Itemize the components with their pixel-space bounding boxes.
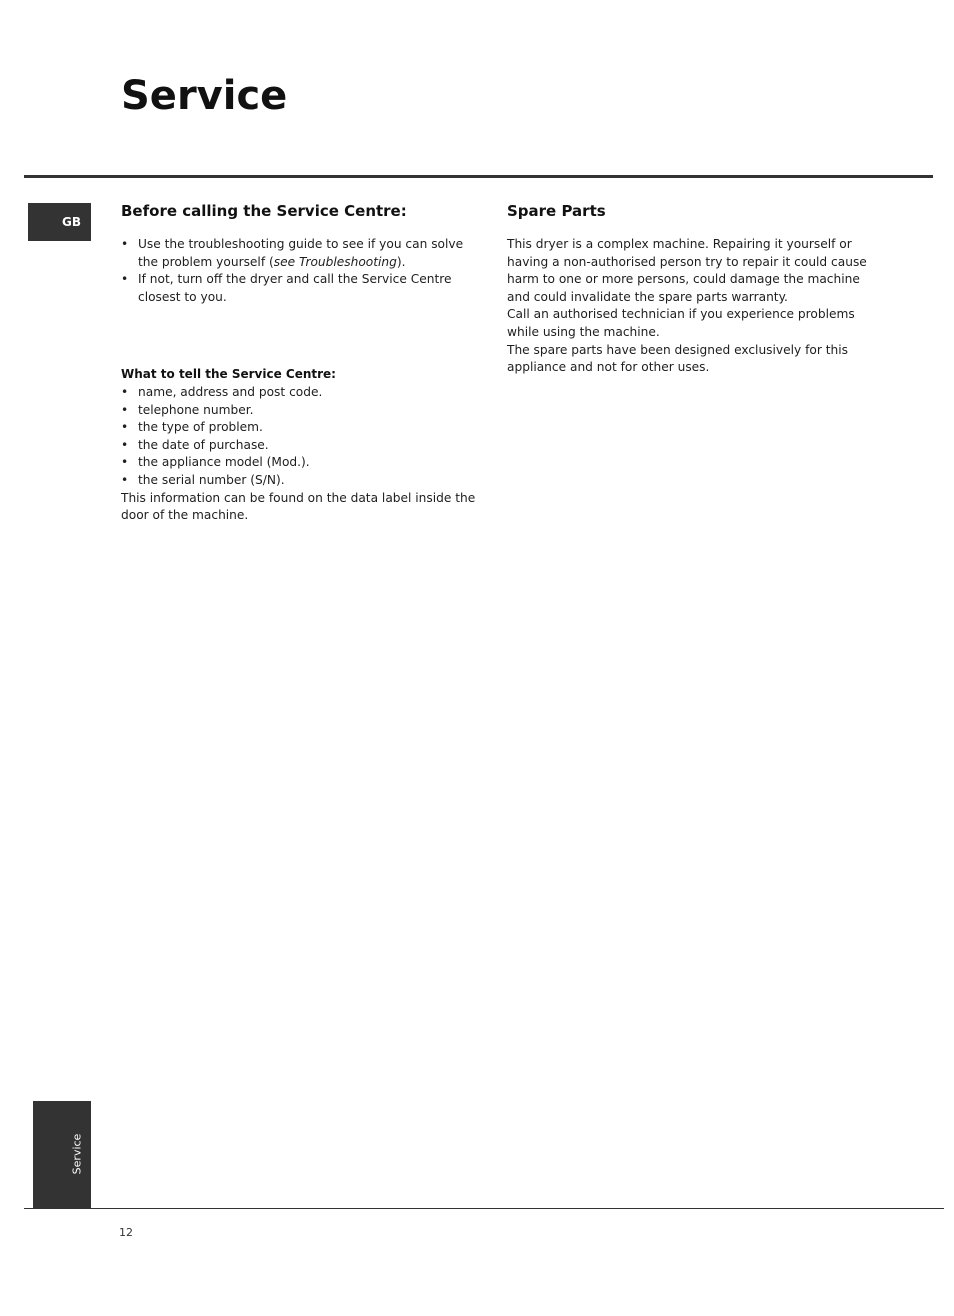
troubleshooting-reference: see Troubleshooting — [273, 254, 397, 269]
what-to-tell-heading: What to tell the Service Centre: — [121, 367, 336, 382]
list-item: • the type of problem. — [121, 419, 481, 437]
spare-parts-paragraph: The spare parts have been designed exclusively for this appliance and not for other uses. — [507, 342, 848, 375]
list-item: • the date of purchase. — [121, 437, 481, 455]
before-calling-heading: Before calling the Service Centre: — [121, 202, 407, 220]
before-calling-list — [121, 236, 481, 306]
language-tab: GB — [28, 203, 91, 241]
spare-parts-paragraph: This dryer is a complex machine. Repairing it yourself or having a non-authorised person try to repair it could cause harm to one or more persons, could damage the machine and could invalidate the spare parts warranty. — [507, 237, 867, 304]
bottom-divider — [24, 1208, 944, 1209]
section-side-tab-label: Service — [70, 1133, 84, 1175]
list-item: • Use the troubleshooting guide to see if you can solve the problem yourself (see Troubleshooting). — [121, 236, 481, 271]
data-label-note: This information can be found on the data label inside the door of the machine. — [121, 490, 476, 523]
spare-parts-section — [507, 200, 867, 377]
spare-parts-heading: Spare Parts — [507, 202, 606, 220]
list-item: • the appliance model (Mod.). — [121, 454, 481, 472]
top-divider — [24, 175, 933, 178]
spare-parts-paragraph: Call an authorised technician if you experience problems while using the machine. — [507, 307, 855, 339]
before-calling-section — [121, 200, 481, 525]
list-item: • If not, turn off the dryer and call the Service Centre closest to you. — [121, 271, 481, 306]
list-item: • the serial number (S/N). — [121, 472, 481, 490]
page-number: 12 — [119, 1226, 133, 1239]
list-item: • telephone number. — [121, 402, 481, 420]
what-to-tell-list — [121, 384, 481, 490]
page-title: Service — [121, 73, 288, 119]
list-item: • name, address and post code. — [121, 384, 481, 402]
